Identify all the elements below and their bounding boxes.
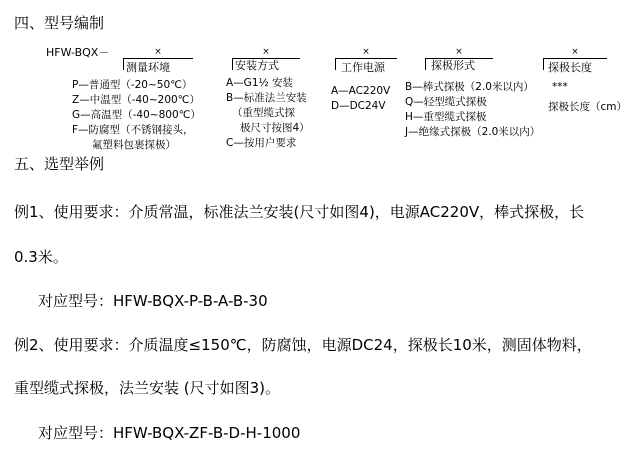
power-options-list	[331, 84, 390, 114]
probe-type-option: B—棒式探极（2.0米以内）	[405, 81, 534, 93]
section-4-title: 四、型号编制	[14, 14, 105, 32]
placeholder-mark: ×	[571, 47, 579, 57]
placeholder-mark: ×	[154, 47, 162, 57]
header-power: 工作电源	[341, 61, 385, 74]
example1-line1: 例1、使用要求：介质常温，标准法兰安装(尺寸如图4)，电源AC220V，棒式探极，长	[14, 203, 585, 221]
header-install-method: 安装方式	[235, 59, 279, 72]
install-option: A—G1½ 安装	[226, 77, 294, 89]
header-measure-env: 测量环境	[126, 61, 170, 74]
install-option: 极尺寸按图4）	[240, 122, 310, 134]
example2-model: 对应型号：HFW-BQX-ZF-B-D-H-1000	[38, 424, 301, 442]
probe-type-option: J—绝缘式探极（2.0米以内）	[405, 126, 541, 138]
env-option: P—普通型（-20~50℃）	[72, 79, 193, 91]
example2-line2: 重型缆式探极，法兰安装 (尺寸如图3)。	[14, 379, 281, 397]
env-option: G—高温型（-40~800℃）	[72, 109, 201, 121]
install-options-list	[226, 76, 310, 151]
power-option: A—AC220V	[331, 85, 391, 97]
header-probe-type: 探极形式	[431, 59, 475, 72]
probe-type-options-list	[405, 80, 540, 140]
length-stars: ***	[552, 81, 568, 93]
header-probe-length: 探极长度	[548, 61, 592, 74]
example2-line1: 例2、使用要求：介质温度≤150℃，防腐蚀，电源DC24，探极长10米，测固体物料，	[14, 336, 592, 354]
model-prefix: HFW-BQX－	[46, 46, 110, 59]
placeholder-mark: ×	[362, 47, 370, 57]
env-option: F—防腐型（不锈钢接头，	[72, 124, 194, 136]
env-option: 氟塑料包裹探极）	[92, 139, 176, 151]
install-option: C—按用户要求	[226, 137, 297, 149]
install-option: B—标准法兰安装	[226, 92, 307, 104]
placeholder-mark: ×	[455, 47, 463, 57]
probe-type-option: H—重型缆式探极	[405, 111, 487, 123]
power-option: D—DC24V	[331, 100, 386, 112]
placeholder-mark: ×	[262, 47, 270, 57]
env-options-list	[72, 78, 201, 153]
example1-model: 对应型号：HFW-BQX-P-B-A-B-30	[38, 292, 268, 310]
env-option: Z—中温型（-40~200℃）	[72, 94, 200, 106]
length-label: 探极长度（cm）	[548, 101, 628, 113]
install-option: （重型缆式探	[232, 107, 295, 119]
example1-line2: 0.3米。	[14, 248, 68, 266]
section-5-title: 五、选型举例	[14, 155, 105, 173]
probe-type-option: Q—轻型缆式探极	[405, 96, 487, 108]
